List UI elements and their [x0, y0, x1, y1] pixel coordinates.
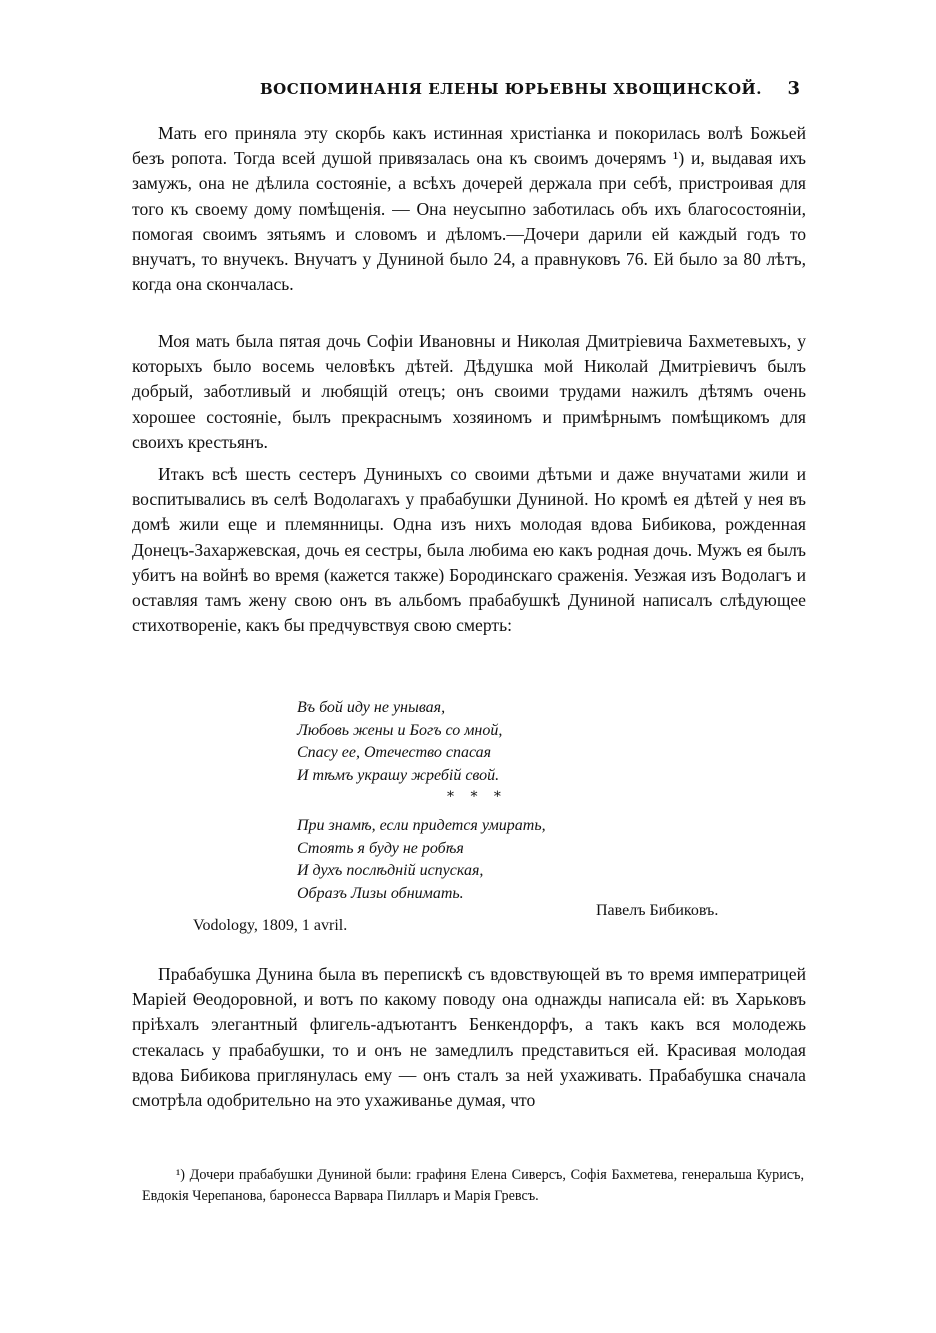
verse-line: Спасу ее, Отечество спасая [297, 744, 492, 761]
verse-line: Образъ Лизы обнимать. [297, 884, 464, 902]
verse-line: Стоять я буду не робѣя [297, 839, 464, 857]
paragraph-1: Мать его приняла эту скорбь какъ истинная христіанка и покорилась волѣ Божьей безъ ропота. Тогда всей душой привязалась она къ своимъ дочерямъ ¹) и, выдавая ихъ замужъ, она не дѣлила состояніе, а всѣхъ дочерей держала при себѣ, пристроивая для того къ своему дому помѣщенія. — Она неусыпно заботилась объ ихъ благосостояніи, помогая своимъ зятьямъ и словомъ и дѣломъ.—Дочери дарили ей каждый годъ то внучатъ, то внучекъ. Внучатъ у Дуниной было 24, а правнуковъ 76. Ей было за 80 лѣтъ, когда она скончалась. [132, 123, 806, 295]
running-header [130, 80, 810, 102]
page-number: 3 [787, 78, 800, 99]
poem-place-date: Vodology, 1809, 1 avril. [193, 917, 348, 934]
footnote: ¹) Дочери прабабушки Дуниной были: графиня Елена Сиверсъ, Софія Бахметева, генеральша Курисъ, Евдокія Черепанова, баронесса Варвара Пилларъ и Марія Гревсъ. [142, 1167, 804, 1204]
verse-line: При знамѣ, если придется умирать, [297, 817, 546, 834]
asterism: * * * [447, 789, 507, 805]
verse-line: И духъ послѣдній испуская, [297, 862, 484, 879]
header-title: ВОСПОМИНАНІЯ ЕЛЕНЫ ЮРЬЕВНЫ ХВОЩИНСКОЙ. [260, 80, 762, 98]
verse-line: Въ бой иду не унывая, [297, 699, 446, 716]
verse-line: Любовь жены и Богъ со мной, [297, 721, 503, 739]
verse-stanza-2 [297, 815, 546, 905]
poem-signature: Павелъ Бибиковъ. [596, 902, 719, 919]
paragraph-3: Итакъ всѣ шесть сестеръ Дуниныхъ со своими дѣтьми и даже внучатами жили и воспитывались въ селѣ Водолагахъ у прабабушки Дуниной. Но кромѣ ея дѣтей у нея въ домѣ жили еще и племянницы. Одна изъ нихъ молодая вдова Бибикова, рожденная Донецъ-Захаржевская, дочь ея сестры, была любима ею какъ родная дочь. Мужъ ея былъ убитъ на войнѣ во время (кажется также) Бородинскаго сраженія. Уезжая изъ Водолагъ и оставляя тамъ жену свою онъ въ альбомъ прабабушкѣ Дуниной написалъ слѣдующее стихотвореніе, какъ бы предчувствуя свою смерть: [132, 464, 806, 636]
verse-stanza-1 [297, 697, 502, 787]
verse-line: И тѣмъ украшу жребій свой. [297, 766, 500, 784]
paragraph-2: Моя мать была пятая дочь Софіи Ивановны и Николая Дмитріевича Бахметевыхъ, у которыхъ было восемь человѣкъ дѣтей. Дѣдушка мой Николай Дмитріевичъ былъ добрый, заботливый и любящій отецъ; онъ своими трудами нажилъ дѣтямъ очень хорошее состояніе, былъ прекраснымъ хозяиномъ и примѣрнымъ помѣщикомъ для своихъ крестьянъ. [132, 331, 806, 452]
paragraph-4: Прабабушка Дунина была въ перепискѣ съ вдовствующей въ то время императрицей Маріей Θеодоровной, и вотъ по какому поводу она однажды написала ей: въ Харьковъ пріѣхалъ элегантный флигель-адъютантъ Бенкендорфъ, а такъ какъ вся молодежь стекалась у прабабушки, то и онъ не замедлилъ представиться ей. Красивая молодая вдова Бибикова приглянулась ему — онъ сталъ за ней ухаживать. Прабабушка сначала смотрѣла одобрительно на это ухаживанье думая, что [132, 964, 806, 1111]
